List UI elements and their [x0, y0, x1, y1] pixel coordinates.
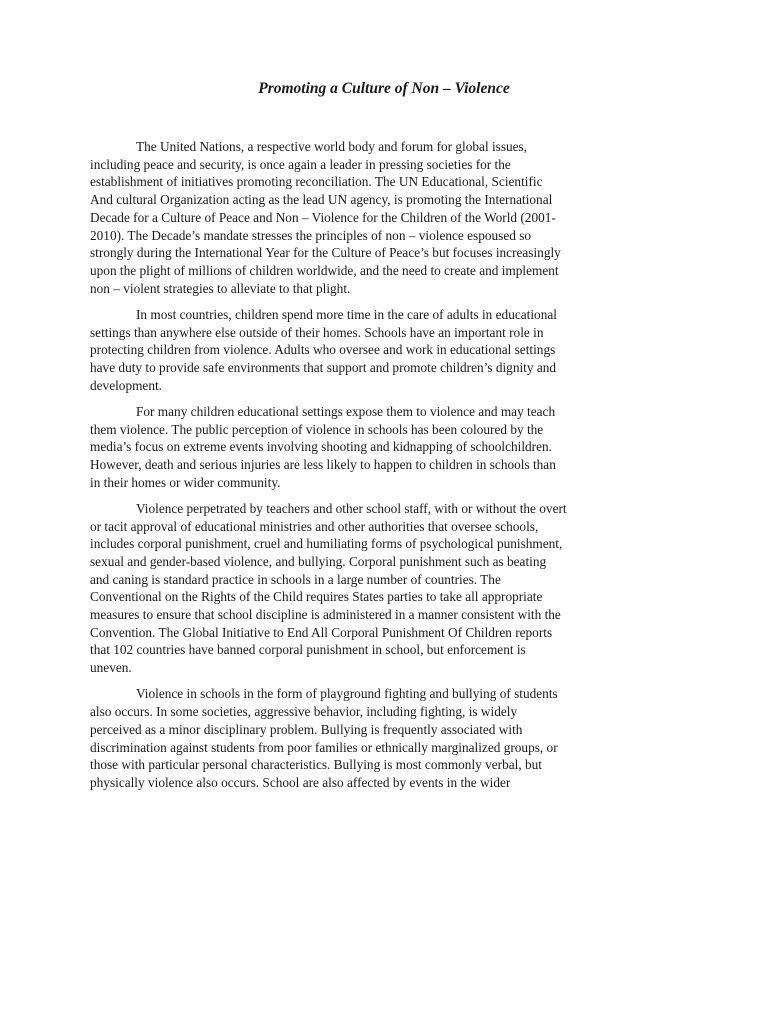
paragraph-line: Convention. The Global Initiative to End All Corporal Punishment Of Children reports	[90, 624, 553, 640]
body-paragraph	[90, 500, 680, 677]
paragraph-line: The United Nations, a respective world body and forum for global issues,	[136, 139, 528, 154]
paragraph-line: establishment of initiatives promoting reconciliation. The UN Educational, Scientific	[90, 174, 543, 190]
paragraph-line: In most countries, children spend more time in the care of adults in educational	[136, 306, 557, 322]
paragraph-line: and caning is standard practice in schools in a large number of countries. The	[90, 571, 501, 587]
paragraph-line: includes corporal punishment, cruel and humiliating forms of psychological punishment,	[90, 536, 563, 552]
paragraph-line: also occurs. In some societies, aggressive behavior, including fighting, is widely	[90, 704, 518, 720]
paragraph-line: development.	[90, 377, 163, 393]
paragraph-line: Violence in schools in the form of playground fighting and bullying of students	[136, 686, 558, 702]
paragraph-line: in their homes or wider community.	[90, 474, 281, 490]
paragraph-line: or tacit approval of educational ministries and other authorities that oversee schools,	[90, 518, 539, 534]
paragraph-line: non – violent strategies to alleviate to that plight.	[90, 280, 351, 296]
paragraph-line: them violence. The public perception of violence in schools has been coloured by the	[90, 421, 544, 437]
paragraph-line: have duty to provide safe environments that support and promote children’s dignity and	[90, 359, 557, 375]
paragraph-line: those with particular personal characteristics. Bullying is most commonly verbal, but	[90, 757, 542, 773]
paragraph-line: discrimination against students from poor families or ethnically marginalized groups, or	[90, 739, 558, 755]
paragraph-line: protecting children from violence. Adults who oversee and work in educational settings	[90, 342, 556, 358]
paragraph-line: strongly during the International Year for the Culture of Peace’s but focuses increasingly	[90, 245, 561, 261]
body-paragraph	[90, 685, 680, 791]
paragraph-line: measures to ensure that school discipline is administered in a manner consistent with the	[90, 607, 561, 623]
body-paragraph	[90, 138, 680, 297]
paragraph-line: sexual and gender-based violence, and bullying. Corporal punishment such as beating	[90, 553, 547, 569]
paragraph-line: Violence perpetrated by teachers and other school staff, with or without the overt	[136, 500, 567, 516]
paragraph-line: media’s focus on extreme events involving shooting and kidnapping of schoolchildren.	[90, 439, 552, 455]
paragraph-line: 2010). The Decade’s mandate stresses the principles of non – violence espoused so	[90, 227, 532, 243]
document-title: Promoting a Culture of Non – Violence	[258, 80, 510, 97]
paragraph-line: For many children educational settings expose them to violence and may teach	[136, 403, 556, 419]
paragraph-line: uneven.	[90, 660, 132, 676]
body-paragraph	[90, 306, 680, 395]
paragraph-line: including peace and security, is once again a leader in pressing societies for the	[90, 156, 511, 172]
paragraph-line: Decade for a Culture of Peace and Non – Violence for the Children of the World (2001-	[90, 209, 556, 225]
paragraph-line: physically violence also occurs. School are also affected by events in the wider	[90, 774, 511, 790]
paragraph-line: upon the plight of millions of children worldwide, and the need to create and implement	[90, 262, 559, 278]
paragraph-line: And cultural Organization acting as the lead UN agency, is promoting the International	[90, 192, 553, 208]
paragraph-line: Conventional on the Rights of the Child requires States parties to take all appropriate	[90, 589, 543, 605]
paragraph-line: perceived as a minor disciplinary problem. Bullying is frequently associated with	[90, 721, 523, 737]
paragraph-line: However, death and serious injuries are less likely to happen to children in schools than	[90, 456, 556, 472]
body-paragraph	[90, 403, 680, 492]
document-body	[90, 138, 680, 800]
paragraph-line: that 102 countries have banned corporal punishment in school, but enforcement is	[90, 642, 526, 658]
paragraph-line: settings than anywhere else outside of their homes. Schools have an important role in	[90, 324, 544, 340]
